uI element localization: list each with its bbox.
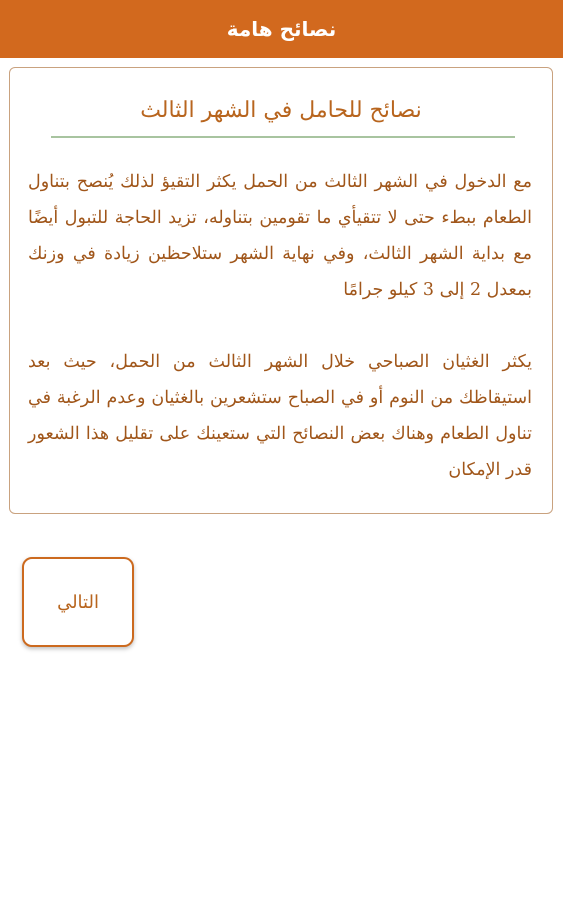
tips-card [9,67,553,514]
tip-paragraph-1: مع الدخول في الشهر الثالث من الحمل يكثر التقيؤ لذلك يُنصح بتناول الطعام ببطء حتى لا تتقيأي ما تقومين بتناوله، تزيد الحاجة للتبول أيضًا مع بداية الشهر الثالث، وفي نهاية الشهر ستلاحظين زيادة في وزنك بمعدل 2 إلى 3 كيلو جرامًا [28,172,532,300]
title-divider [51,136,515,138]
card-title: نصائح للحامل في الشهر الثالث [140,98,422,123]
next-button-label: التالي [57,591,99,613]
app-bar [0,0,563,58]
tip-paragraph-2: يكثر الغثيان الصباحي خلال الشهر الثالث من الحمل، حيث بعد استيقاظك من النوم أو في الصباح ستشعرين بالغثيان وعدم الرغبة في تناول الطعام وهناك بعض النصائح التي ستعينك على تقليل هذا الشعور قدر الإمكان [28,352,532,480]
card-body [28,164,532,524]
page-title: نصائح هامة [226,17,337,41]
next-button[interactable] [22,557,134,647]
